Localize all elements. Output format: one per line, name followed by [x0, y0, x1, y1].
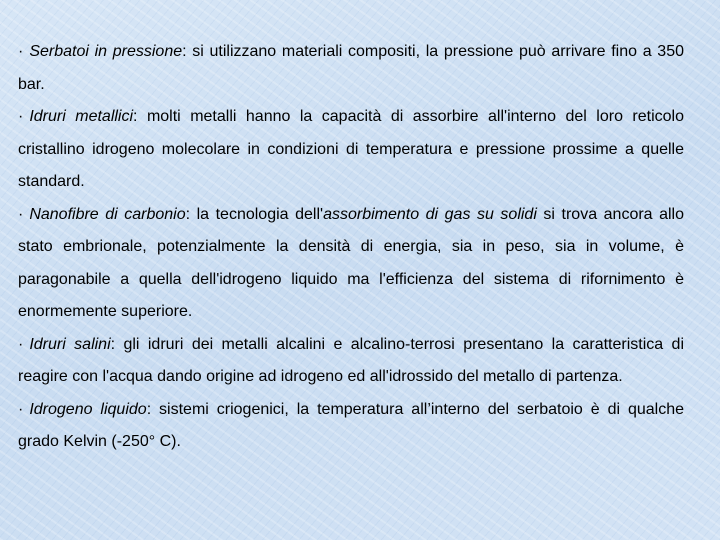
item-text-after: si trova ancora allo stato embrionale, potenzialmente la densità di energia, sia in peso, sia in volume, è paragonabile a quella dell'idrogeno liquido ma l'efficienza del sistema di rifornimento è enormemente superiore.	[18, 205, 685, 320]
bullet-icon: ·	[18, 108, 24, 125]
item-term: Idrogeno liquido	[29, 400, 147, 418]
item-text: : sistemi criogenici, la temperatura all’interno del serbatoio è di qualche grado Kelvin (-250° C).	[18, 400, 685, 450]
slide-content	[18, 36, 684, 459]
item-text: : si utilizzano materiali compositi, la pressione può arrivare fino a 350 bar.	[18, 43, 685, 93]
bullet-icon: ·	[18, 205, 24, 223]
list-item-idruri-metallici	[18, 101, 684, 199]
list-item-idrogeno-liquido	[18, 394, 684, 459]
list-item-idruri-salini	[18, 329, 684, 394]
item-term: Serbatoi in pressione	[29, 43, 183, 60]
list-item-serbatoi	[18, 36, 684, 101]
item-text-before: : la tecnologia dell'	[185, 205, 324, 223]
item-text: : molti metalli hanno la capacità di assorbire all'interno del loro reticolo cristallino idrogeno molecolare in condizioni di temperatura e pressione prossime a quelle standard.	[18, 108, 685, 190]
item-text: : gli idruri dei metalli alcalini e alcalino-terrosi presentano la caratteristica di reagire con l'acqua dando origine ad idrogeno ed all'idrossido del metallo di partenza.	[18, 335, 685, 385]
item-term: Idruri metallici	[29, 108, 134, 125]
item-inline-term: assorbimento di gas su solidi	[323, 205, 537, 223]
bullet-icon: ·	[18, 43, 24, 60]
item-term: Idruri salini	[29, 335, 111, 353]
bullet-icon: ·	[18, 335, 24, 353]
list-item-nanofibre	[18, 199, 684, 329]
bullet-icon: ·	[18, 400, 24, 418]
item-term: Nanofibre di carbonio	[29, 205, 186, 223]
